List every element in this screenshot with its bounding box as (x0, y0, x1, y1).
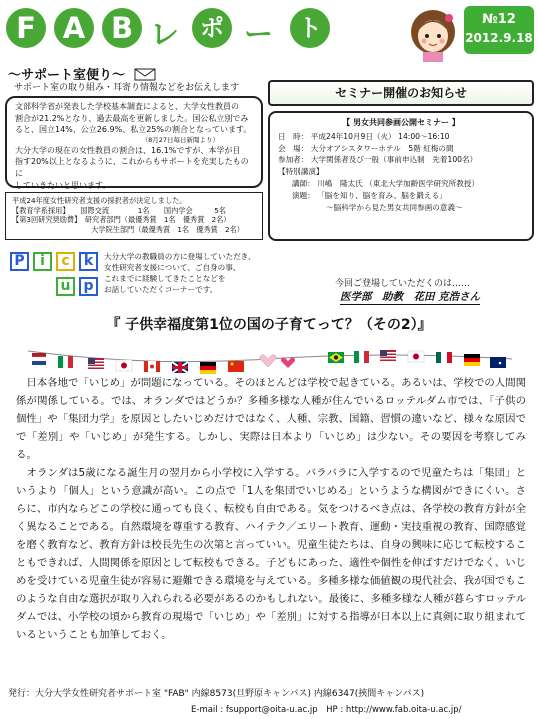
info-line: 指す20%以上となるように、これからもサポートを充実したものに (15, 157, 249, 178)
seminar-row-date: 日 時： 平成24年10月9日（火） 14:00～16:10 (278, 131, 450, 141)
flag-usa-icon (380, 350, 396, 361)
info-line: 大分大学の現在の女性教員の割合は、16.1%ですが、本学が目 (15, 145, 241, 155)
pickup-desc-line: 大分大学の教職員の方に登場していただき、 (104, 252, 256, 261)
flag-japan-icon (116, 360, 132, 371)
seminar-details-box (268, 111, 534, 241)
award-line: 【教育学系採用】 国際交流 1名 国内学会 5名 (12, 205, 226, 215)
flag-canada-icon (144, 361, 160, 372)
seminar-row-participants: 参加者： 大学関係者及び一般（事前申込制 先着100名） (278, 155, 478, 165)
info-line: していきたいと思います。 (15, 180, 111, 190)
pickup-letter-u: u (56, 277, 75, 296)
flag-italy-icon (354, 351, 369, 363)
footer-contact: E-mail : fsupport@oita-u.ac.jp HP : http://www.fab.oita-u.ac.jp/ (191, 705, 462, 715)
issue-number: №12 (482, 12, 516, 27)
pickup-desc-line: お話していただくコーナーです。 (104, 285, 218, 294)
logo-letter-f: F (6, 8, 46, 48)
pickup-letter-k: k (79, 252, 98, 271)
flag-germany-icon (464, 354, 480, 366)
pickup-desc-line: 女性研究者支援について、ご自身の事、 (104, 263, 241, 272)
footer-publisher: 発行：大分大学女性研究者サポート室 "FAB" 内線8573(旦野原キャンパス) 内線6347(挾間キャンパス) (8, 689, 425, 699)
article-body (16, 374, 526, 644)
seminar-subtheme: ～脳科学から見た男女共同参画の意義～ (326, 202, 463, 212)
seminar-header: セミナー開催のお知らせ (268, 80, 534, 106)
flag-australia-icon (490, 357, 506, 368)
pickup-letter-p: P (10, 252, 29, 271)
seminar-theme: 演題： 「脳を知り、脳を育み、脳を鍛える」 (292, 190, 447, 200)
logo-kana-dash: ー (244, 17, 274, 51)
info-source-note: （8月27日毎日新聞より） (141, 135, 219, 144)
flag-netherlands-icon (32, 353, 46, 365)
flag-mexico-icon (436, 352, 452, 363)
support-subtitle: サポート室の取り組み・耳寄り情報などをお伝えします (14, 83, 240, 93)
support-title-text: ～サポート室便り～ (8, 68, 126, 83)
info-line: ると、国立14%、公立26.9%、私立25%の割合となっています。 (15, 125, 252, 135)
logo-letter-b: B (102, 8, 142, 48)
mascot-girl-illustration (405, 4, 461, 62)
article-title: 『 子供幸福度第1位の国の子育てって？（その2）』 (106, 317, 432, 333)
award-line: 【第3回研究奨励費】 研究者部門（最優秀賞 1名 優秀賞 2名） (12, 215, 231, 225)
logo-kana-to: ト (290, 8, 330, 48)
seminar-row-venue: 会 場： 大分オアシスタワーホテル 5階 紅梅の間 (278, 143, 454, 153)
female-faculty-ratio-box (5, 96, 263, 188)
info-line: 割合が21.2%となり、過去最高を更新しました。国公私立別でみ (15, 113, 249, 123)
pickup-desc-line: これまでに経験してきたことなどを (104, 274, 226, 283)
flag-germany-icon (200, 362, 216, 374)
info-line: 文部科学省が発表した学校基本調査によると、大学女性教員の (15, 102, 239, 111)
issue-date: 2012.9.18 (465, 31, 533, 45)
flag-usa-icon (88, 358, 104, 369)
heart-icon (260, 355, 277, 367)
flag-uk-icon (172, 362, 188, 373)
pickup-person: 医学部 助教 花田 克浩さん (340, 291, 481, 303)
issue-badge (464, 6, 534, 54)
article-paragraph: オランダは5歳になる誕生月の翌月から小学校に入学する。バラバラに入学するので児童たちは「集団」というより「個人」という意識が高い。この点で「1人を集団でいじめる」というような構図ができにくい。さらに、市内ならどこの学校に通っても良く、転校も自由である。気をつけるべき点は、各学校の教育方針が全く異なることである。自然環境を尊重する教育、ハイテク／エリート教育、運動・実技重視の教育、国際感覚を磨く教育など、教育方針は校長先生の次第と言っていい。児童生徒たちは、自身の興味に応じて転校することもできれば、人間関係を原因として転校もできる。子どもにあった、適性や個性を伸ばすだけでなく、いじめを受けている児童生徒が容易に避難できる環境を与えている。多種多様な価値観の現代社会、我が国でもこのような自由な選択が取り入れられる必要があるのかもしれない。最後に、多種多様な人種が暮らすロッテルダムでは、小学校の頃から教育の現場で「いじめ」や「差別」に対する指導が日本以上に真剣に取り組まれているということも加筆しておく。 (16, 467, 526, 641)
article-paragraph: 日本各地で「いじめ」が問題になっている。そのほとんどは学校で起きている。あるいは、学校での人間関係が関係している。では、オランダではどうか？多種多様な人種が住んでいるロッテルダム市では、「子供の個性」や「集団力学」を原因としたいじめだけではなく、人種、宗教、国籍、習慣の違いなど、様々な原因でで「差別」や「いじめ」が発生する。しかし、実際は日本より「いじめ」は少ない。その要因を考察してみる。 (16, 377, 526, 461)
flag-italy-icon (58, 356, 73, 368)
logo-letter-a: A (54, 8, 94, 48)
logo-kana-re: レ (150, 17, 180, 51)
heart-icon (281, 358, 295, 369)
award-line: 平成24年度女性研究者支援の採択者が決定しました。 (12, 196, 187, 205)
pickup-letter-i: i (33, 252, 52, 271)
pickup-description (104, 251, 256, 295)
seminar-speaker: 講師： 川嶋 隆太氏 （東北大学加齢医学研究所教授） (292, 178, 480, 188)
pickup-intro: 今回ご登場していただくのは…… (335, 279, 471, 289)
award-results-box (5, 192, 263, 240)
pickup-letter-c: c (56, 252, 75, 271)
seminar-title: 【 男女共同参画公開セミナー 】 (342, 118, 460, 127)
envelope-icon (134, 67, 156, 81)
flag-japan-icon (408, 351, 424, 362)
seminar-special-label: 【特別講演】 (278, 167, 324, 177)
award-line: 大学院生部門（最優秀賞 1名 優秀賞 2名） (12, 224, 244, 234)
flag-china-icon (228, 361, 244, 372)
logo-kana-po: ポ (192, 8, 232, 48)
flag-brazil-icon (328, 352, 344, 363)
pickup-letter-p2: p (79, 277, 98, 296)
